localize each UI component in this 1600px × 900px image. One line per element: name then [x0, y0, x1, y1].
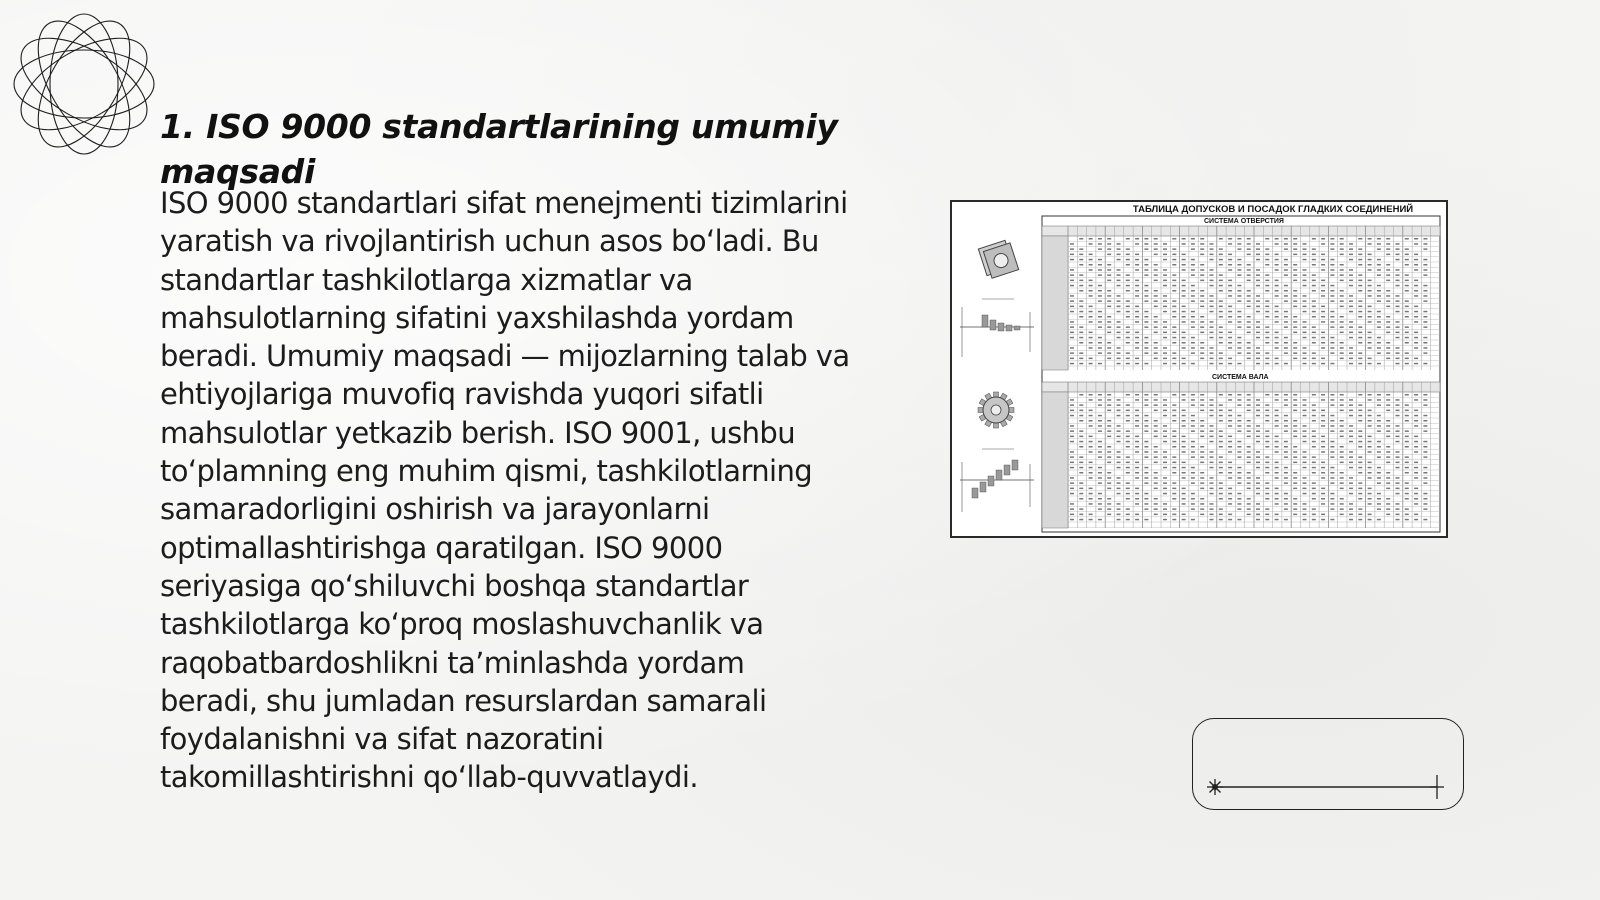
- orbit-circles-icon: [10, 10, 158, 158]
- table-drawing: [952, 202, 1446, 536]
- figure-title: ТАБЛИЦА ДОПУСКОВ И ПОСАДОК ГЛАДКИХ СОЕДИНЕНИЙ: [1132, 204, 1414, 215]
- timeline-frame: [1192, 718, 1464, 810]
- timeline-line-icon: [1191, 717, 1463, 809]
- slide-title: 1. ISO 9000 standartlarining umumiy maqsadi: [160, 107, 838, 191]
- figure-subtitle-shaft-system: СИСТЕМА ВАЛА: [1212, 374, 1269, 381]
- figure-subtitle-hole-system: СИСТЕМА ОТВЕРСТИЯ: [1204, 218, 1284, 225]
- slide-body-text: ISO 9000 standartlari sifat menejmenti tizimlarini yaratish va rivojlantirish uchun asos bo‘ladi. Bu standartlar tashkilotlarga xizmatlar va mahsulotlarning sifatini yaxshilashda yordam beradi. Umumiy maqsadi — mijozlarning talab va ehtiyojlariga muvofiq ravishda yuqori sifatli mahsulotlar yetkazib berish. ISO 9001, ushbu to‘plamning eng muhim qismi, tashkilotlarning samaradorligini oshirish va jarayonlarni optimallashtirishga qaratilgan. ISO 9000 seriyasiga qo‘shiluvchi boshqa standartlar tashkilotlarga ko‘proq moslashuvchanlik va raqobatbardoshlikni ta’minlashda yordam beradi, shu jumladan resurslardan samarali foydalanishni va sifat nazoratini takomillashtirishni qo‘llab-quvvatlaydi.: [160, 186, 850, 795]
- tolerance-table-image: [950, 200, 1448, 538]
